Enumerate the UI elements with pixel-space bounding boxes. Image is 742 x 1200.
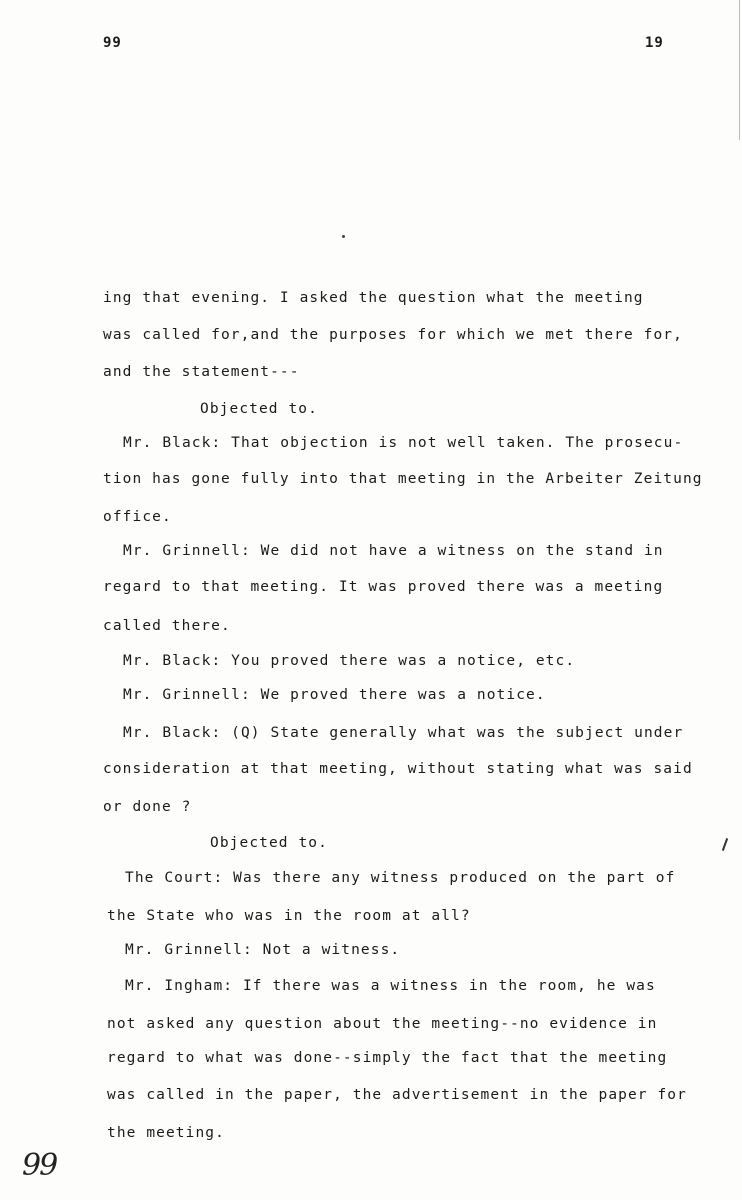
text-line: Objected to.: [210, 835, 328, 851]
text-line: was called in the paper, the advertisement in the paper for: [107, 1087, 687, 1103]
text-line: not asked any question about the meeting--no evidence in: [107, 1016, 658, 1032]
text-line: Mr. Ingham: If there was a witness in the room, he was: [125, 978, 656, 994]
text-line: The Court: Was there any witness produced on the part of: [125, 870, 676, 886]
text-line: ing that evening. I asked the question what the meeting: [103, 290, 644, 306]
text-line: Mr. Black: (Q) State generally what was the subject under: [123, 725, 684, 741]
text-line: office.: [103, 509, 172, 525]
text-line: the State who was in the room at all?: [107, 908, 471, 924]
scan-edge: [739, 0, 740, 140]
text-line: consideration at that meeting, without stating what was said: [103, 761, 693, 777]
text-line: tion has gone fully into that meeting in the Arbeiter Zeitung: [103, 471, 703, 487]
text-line: Mr. Grinnell: Not a witness.: [125, 942, 401, 958]
text-line: Mr. Black: You proved there was a notice, etc.: [123, 653, 576, 669]
text-line: Objected to.: [200, 401, 318, 417]
text-line: was called for,and the purposes for which we met there for,: [103, 327, 683, 343]
page-number-right: 19: [645, 35, 664, 51]
text-line: or done ?: [103, 799, 192, 815]
ink-speck: [342, 235, 345, 238]
text-line: Mr. Black: That objection is not well taken. The prosecu-: [123, 435, 684, 451]
handwritten-page-number: 99: [22, 1148, 57, 1183]
text-line: regard to what was done--simply the fact that the meeting: [107, 1050, 668, 1066]
text-line: Mr. Grinnell: We proved there was a notice.: [123, 687, 546, 703]
text-line: and the statement---: [103, 364, 300, 380]
text-line: regard to that meeting. It was proved there was a meeting: [103, 579, 664, 595]
text-line: called there.: [103, 618, 231, 634]
text-line: the meeting.: [107, 1125, 225, 1141]
margin-mark: [722, 838, 728, 851]
page-number-left: 99: [103, 35, 122, 51]
text-line: Mr. Grinnell: We did not have a witness on the stand in: [123, 543, 664, 559]
